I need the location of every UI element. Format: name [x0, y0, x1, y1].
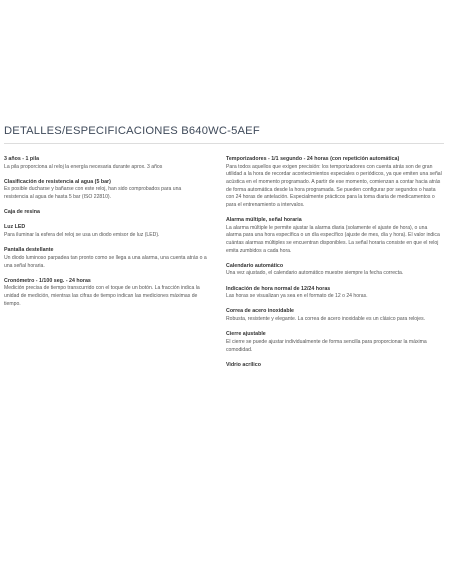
- spec-title: Cierre ajustable: [226, 331, 266, 338]
- spec-description: Una vez ajustado, el calendario automático muestre siempre la fecha correcta.: [226, 270, 404, 277]
- specs-left-column: [4, 156, 207, 316]
- spec-item: [4, 209, 207, 217]
- spec-title: Luz LED: [4, 224, 26, 231]
- spec-item: [226, 217, 444, 255]
- spec-item: [4, 224, 207, 239]
- spec-item: [226, 263, 444, 278]
- spec-description: El cierre se puede ajustar individualmente de forma sencilla para proporcionar la máxima comodidad.: [226, 338, 427, 353]
- spec-item: [226, 331, 444, 354]
- spec-description: La pila proporciona al reloj la energía necesaria durante aprox. 3 años: [4, 163, 163, 170]
- spec-item: [4, 179, 207, 202]
- spec-item: [226, 286, 444, 301]
- spec-title: Correa de acero inoxidable: [226, 308, 295, 315]
- spec-title: 3 años - 1 pila: [4, 156, 40, 162]
- spec-item: [226, 362, 444, 370]
- spec-title: Pantalla destellante: [4, 247, 54, 254]
- spec-title: Alarma múltiple, señal horaria: [226, 217, 302, 224]
- spec-description: Medición precisa de tiempo transcurrido con el toque de un botón. La fracción indica la unidad de medición, mientras las cifras de tiempo indican las mediciones máximas de tiempo.: [4, 285, 200, 307]
- spec-title: Indicación de hora normal de 12/24 horas: [226, 285, 331, 292]
- title-divider: [4, 143, 444, 144]
- spec-title: Calendario automático: [226, 262, 284, 269]
- spec-description: Un diodo luminoso parpadea tan pronto como se llega a una alarma, una cuenta atrás o a una señal horaria.: [4, 254, 207, 269]
- spec-description: Las horas se visualizan ya sea en el formato de 12 o 24 horas.: [226, 293, 368, 300]
- spec-item: [226, 308, 444, 323]
- spec-item: [4, 278, 207, 309]
- specs-right-column: [226, 156, 444, 377]
- spec-description: Para todos aquellos que exigen precisión: los temporizadores con cuenta atrás son de gran utilidad a la hora de recordar acontecimientos especiales o periódicos, ya que emiten una señal acústica en el momento programado. A partir de ese momento, comienzan a contar hacia atrás de forma automática desde la hora programada. Se pueden configurar por segundos o hasta con 24 horas de antelación. Especialmente prácticos para la toma diaria de medicamentos o para el entrenamiento a intervalos.: [226, 163, 442, 208]
- spec-item: [4, 156, 207, 171]
- spec-title: Caja de resina: [4, 209, 40, 216]
- spec-description: Robusta, resistente y elegante. La correa de acero inoxidable es un clásico para relojes.: [226, 316, 426, 323]
- spec-description: Para iluminar la esfera del reloj se usa un diodo emisor de luz (LED).: [4, 232, 160, 239]
- spec-title: Clasificación de resistencia al agua (5 bar): [4, 178, 111, 185]
- spec-title: Temporizadores - 1/1 segundo - 24 horas (con repetición automática): [226, 156, 400, 162]
- spec-description: Es posible ducharse y bañarse con este reloj, han sido comprobados para una resistencia al agua de hasta 5 bar (ISO 22810).: [4, 186, 182, 201]
- spec-title: Vidrio acrílico: [226, 361, 261, 368]
- spec-item: [226, 156, 444, 210]
- spec-description: La alarma múltiple le permite ajustar la alarma diaria (solamente el ajuste de hora), o una alarma para una hora específica o un día específico (ajuste de mes, día y hora). El valor indica cuántas alarmas múltiples se encuentran disponibles. La señal horaria consiste en que el reloj emita zumbidos a cada hora.: [226, 224, 440, 254]
- spec-item: [4, 247, 207, 270]
- page-title: DETALLES/ESPECIFICACIONES B640WC-5AEF: [4, 125, 260, 137]
- spec-title: Cronómetro - 1/100 seg. - 24 horas: [4, 277, 91, 284]
